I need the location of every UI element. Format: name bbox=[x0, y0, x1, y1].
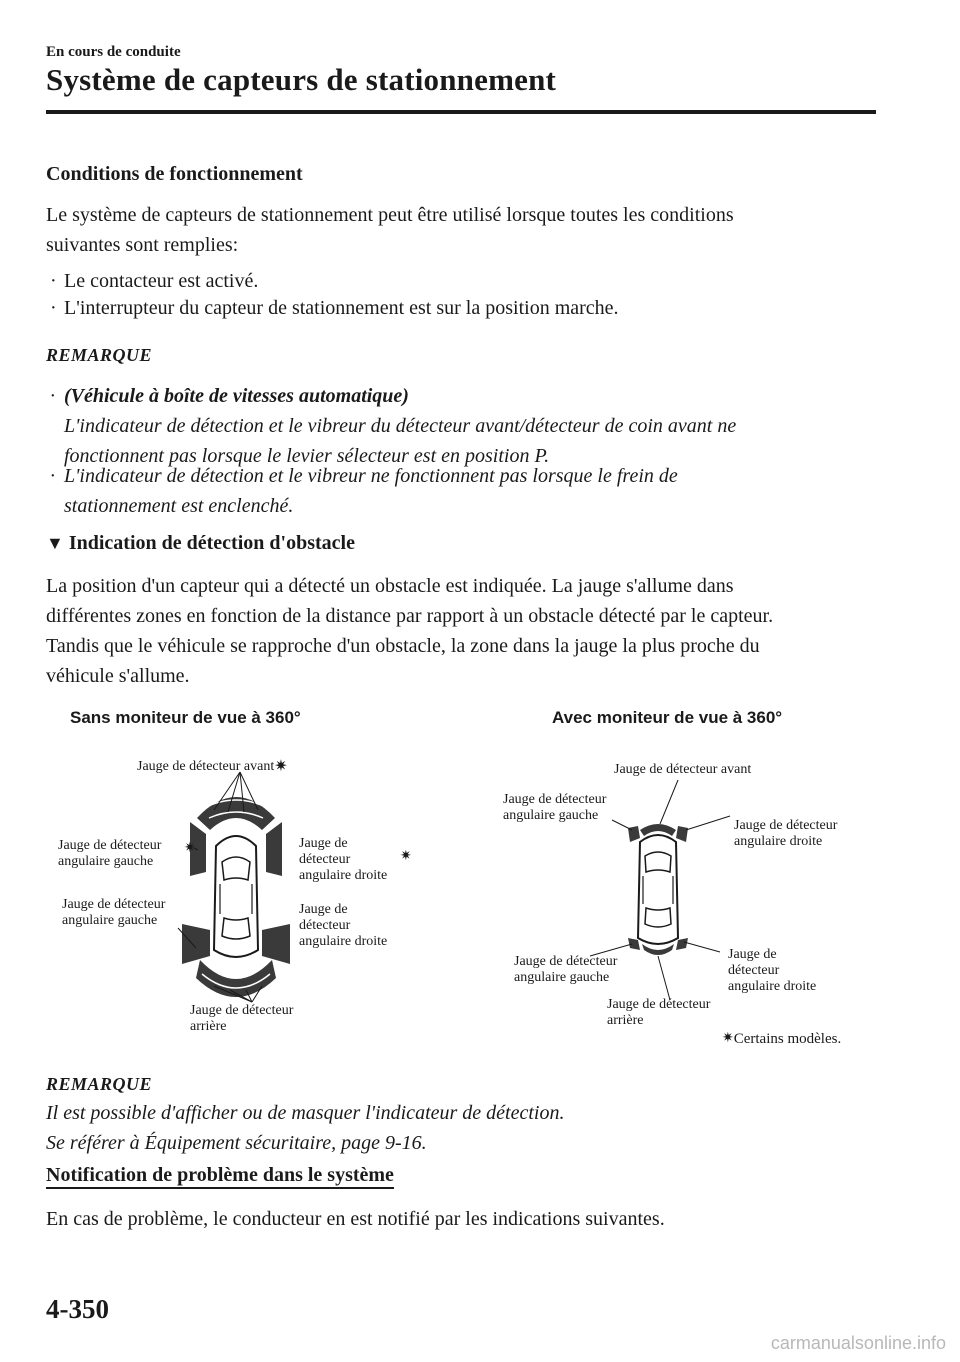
diagram-right-title: Avec moniteur de vue à 360° bbox=[552, 708, 783, 727]
left-rear-label bbox=[190, 1003, 293, 1035]
remarque-bullet-2-line-2: stationnement est enclenché. bbox=[64, 495, 294, 517]
left-front-left-label bbox=[58, 838, 161, 870]
remarque-bullet-2-line-1: L'indicateur de détection et le vibreur ne fonctionnent pas lorsque le frein de bbox=[64, 465, 678, 487]
right-rear-right-label-line-1: Jauge de bbox=[728, 947, 777, 962]
asterisk-icon: ✷ bbox=[722, 1031, 734, 1046]
left-front-label bbox=[137, 759, 288, 775]
diagram-left-title: Sans moniteur de vue à 360° bbox=[70, 708, 301, 727]
indication-line-2: différentes zones en fonction de la distance par rapport à un obstacle détecté par le capteur. bbox=[46, 605, 774, 627]
bullet-dot: · bbox=[50, 465, 55, 487]
right-front-right-label bbox=[734, 818, 837, 850]
right-front-right-label-line-2: angulaire droite bbox=[734, 834, 823, 849]
remarque-bullet-1-line-1: L'indicateur de détection et le vibreur du détecteur avant/détecteur de coin avant ne bbox=[64, 415, 737, 437]
footnote bbox=[722, 1031, 841, 1047]
right-rear-label-line-1: Jauge de détecteur bbox=[607, 997, 711, 1012]
right-rear-left-label bbox=[514, 954, 617, 986]
left-front-left-label-line-2: angulaire gauche bbox=[58, 854, 154, 869]
asterisk-icon: ✷ bbox=[400, 849, 412, 864]
right-front-label: Jauge de détecteur avant bbox=[614, 762, 752, 777]
bullet-dot: · bbox=[50, 385, 55, 407]
right-front-right-label-line-1: Jauge de détecteur bbox=[734, 818, 838, 833]
section-label: En cours de conduite bbox=[46, 44, 181, 60]
remarque-2-line-1: Il est possible d'afficher ou de masquer l'indicateur de détection. bbox=[46, 1102, 565, 1124]
remarque-2-line-2: Se référer à Équipement sécuritaire, page 9-16. bbox=[46, 1132, 427, 1154]
rear-left-gauge-360 bbox=[628, 938, 640, 950]
front-right-gauge-360 bbox=[676, 826, 688, 842]
left-front-label-text: Jauge de détecteur avant bbox=[137, 759, 275, 774]
page-title: Système de capteurs de stationnement bbox=[46, 62, 557, 97]
left-front-right-label bbox=[299, 836, 387, 884]
notification-text: En cas de problème, le conducteur en est notifié par les indications suivantes. bbox=[46, 1208, 665, 1230]
left-rear-right-label bbox=[299, 902, 387, 950]
left-rear-left-label bbox=[62, 897, 165, 929]
right-rear-left-label-line-2: angulaire gauche bbox=[514, 970, 610, 985]
left-rear-right-label-line-3: angulaire droite bbox=[299, 934, 388, 949]
remarque-2-text bbox=[46, 1098, 876, 1158]
remarque-title: REMARQUE bbox=[46, 345, 153, 365]
left-rear-right-label-line-2: détecteur bbox=[299, 918, 351, 933]
right-rear-label bbox=[607, 997, 710, 1029]
footnote-text: Certains modèles. bbox=[733, 1031, 842, 1047]
right-rear-right-label bbox=[728, 947, 816, 995]
indication-heading-text: Indication de détection d'obstacle bbox=[68, 532, 355, 554]
right-rear-label-line-2: arrière bbox=[607, 1013, 644, 1028]
left-rear-label-line-2: arrière bbox=[190, 1019, 227, 1034]
conditions-intro-line-1: Le système de capteurs de stationnement peut être utilisé lorsque toutes les conditions bbox=[46, 204, 734, 226]
left-rear-right-label-line-1: Jauge de bbox=[299, 902, 348, 917]
right-front-left-label-line-2: angulaire gauche bbox=[503, 808, 599, 823]
asterisk-icon: ✷ bbox=[274, 758, 288, 775]
rear-gauge-360 bbox=[642, 944, 674, 955]
watermark: carmanualsonline.info bbox=[770, 1333, 946, 1353]
left-front-left-label-line-1: Jauge de détecteur bbox=[58, 838, 162, 853]
left-rear-left-label-line-1: Jauge de détecteur bbox=[62, 897, 166, 912]
left-rear-label-line-1: Jauge de détecteur bbox=[190, 1003, 294, 1018]
bullet-text: L'interrupteur du capteur de stationnement est sur la position marche. bbox=[64, 297, 619, 319]
remarque-bullet-1-head: (Véhicule à boîte de vitesses automatique) bbox=[64, 385, 409, 407]
bullet-dot: · bbox=[50, 270, 57, 292]
triangle-down-icon: ▼ bbox=[46, 533, 64, 553]
notification-heading bbox=[46, 1164, 394, 1187]
left-front-right-label-line-3: angulaire droite bbox=[299, 868, 388, 883]
remarque-bullet-1-line-2: fonctionnent pas lorsque le levier sélecteur est en position P. bbox=[64, 445, 550, 467]
bullet-text: Le contacteur est activé. bbox=[64, 270, 259, 292]
right-rear-right-label-line-2: détecteur bbox=[728, 963, 780, 978]
conditions-intro-line-2: suivantes sont remplies: bbox=[46, 234, 239, 256]
page-number: 4-350 bbox=[46, 1294, 109, 1324]
left-rear-left-label-line-2: angulaire gauche bbox=[62, 913, 158, 928]
right-rear-left-label-line-1: Jauge de détecteur bbox=[514, 954, 618, 969]
asterisk-icon: ✷ bbox=[184, 841, 196, 856]
indication-line-4: véhicule s'allume. bbox=[46, 665, 190, 687]
right-front-left-label-line-1: Jauge de détecteur bbox=[503, 792, 607, 807]
conditions-heading: Conditions de fonctionnement bbox=[46, 163, 303, 185]
rear-right-gauge-360 bbox=[676, 938, 688, 950]
remarque-2-title: REMARQUE bbox=[46, 1074, 153, 1094]
indication-line-3: Tandis que le véhicule se rapproche d'un obstacle, la zone dans la jauge la plus proche du bbox=[46, 635, 760, 657]
notification-heading-text: Notification de problème dans le système bbox=[46, 1164, 394, 1189]
right-rear-right-label-line-3: angulaire droite bbox=[728, 979, 817, 994]
indication-line-1: La position d'un capteur qui a détecté un obstacle est indiquée. La jauge s'allume dans bbox=[46, 575, 734, 597]
bullet-dot: · bbox=[50, 297, 57, 319]
right-front-left-label bbox=[503, 792, 606, 824]
left-front-right-label-line-1: Jauge de bbox=[299, 836, 348, 851]
car-outline-right bbox=[638, 835, 678, 944]
left-front-right-label-line-2: détecteur bbox=[299, 852, 351, 867]
